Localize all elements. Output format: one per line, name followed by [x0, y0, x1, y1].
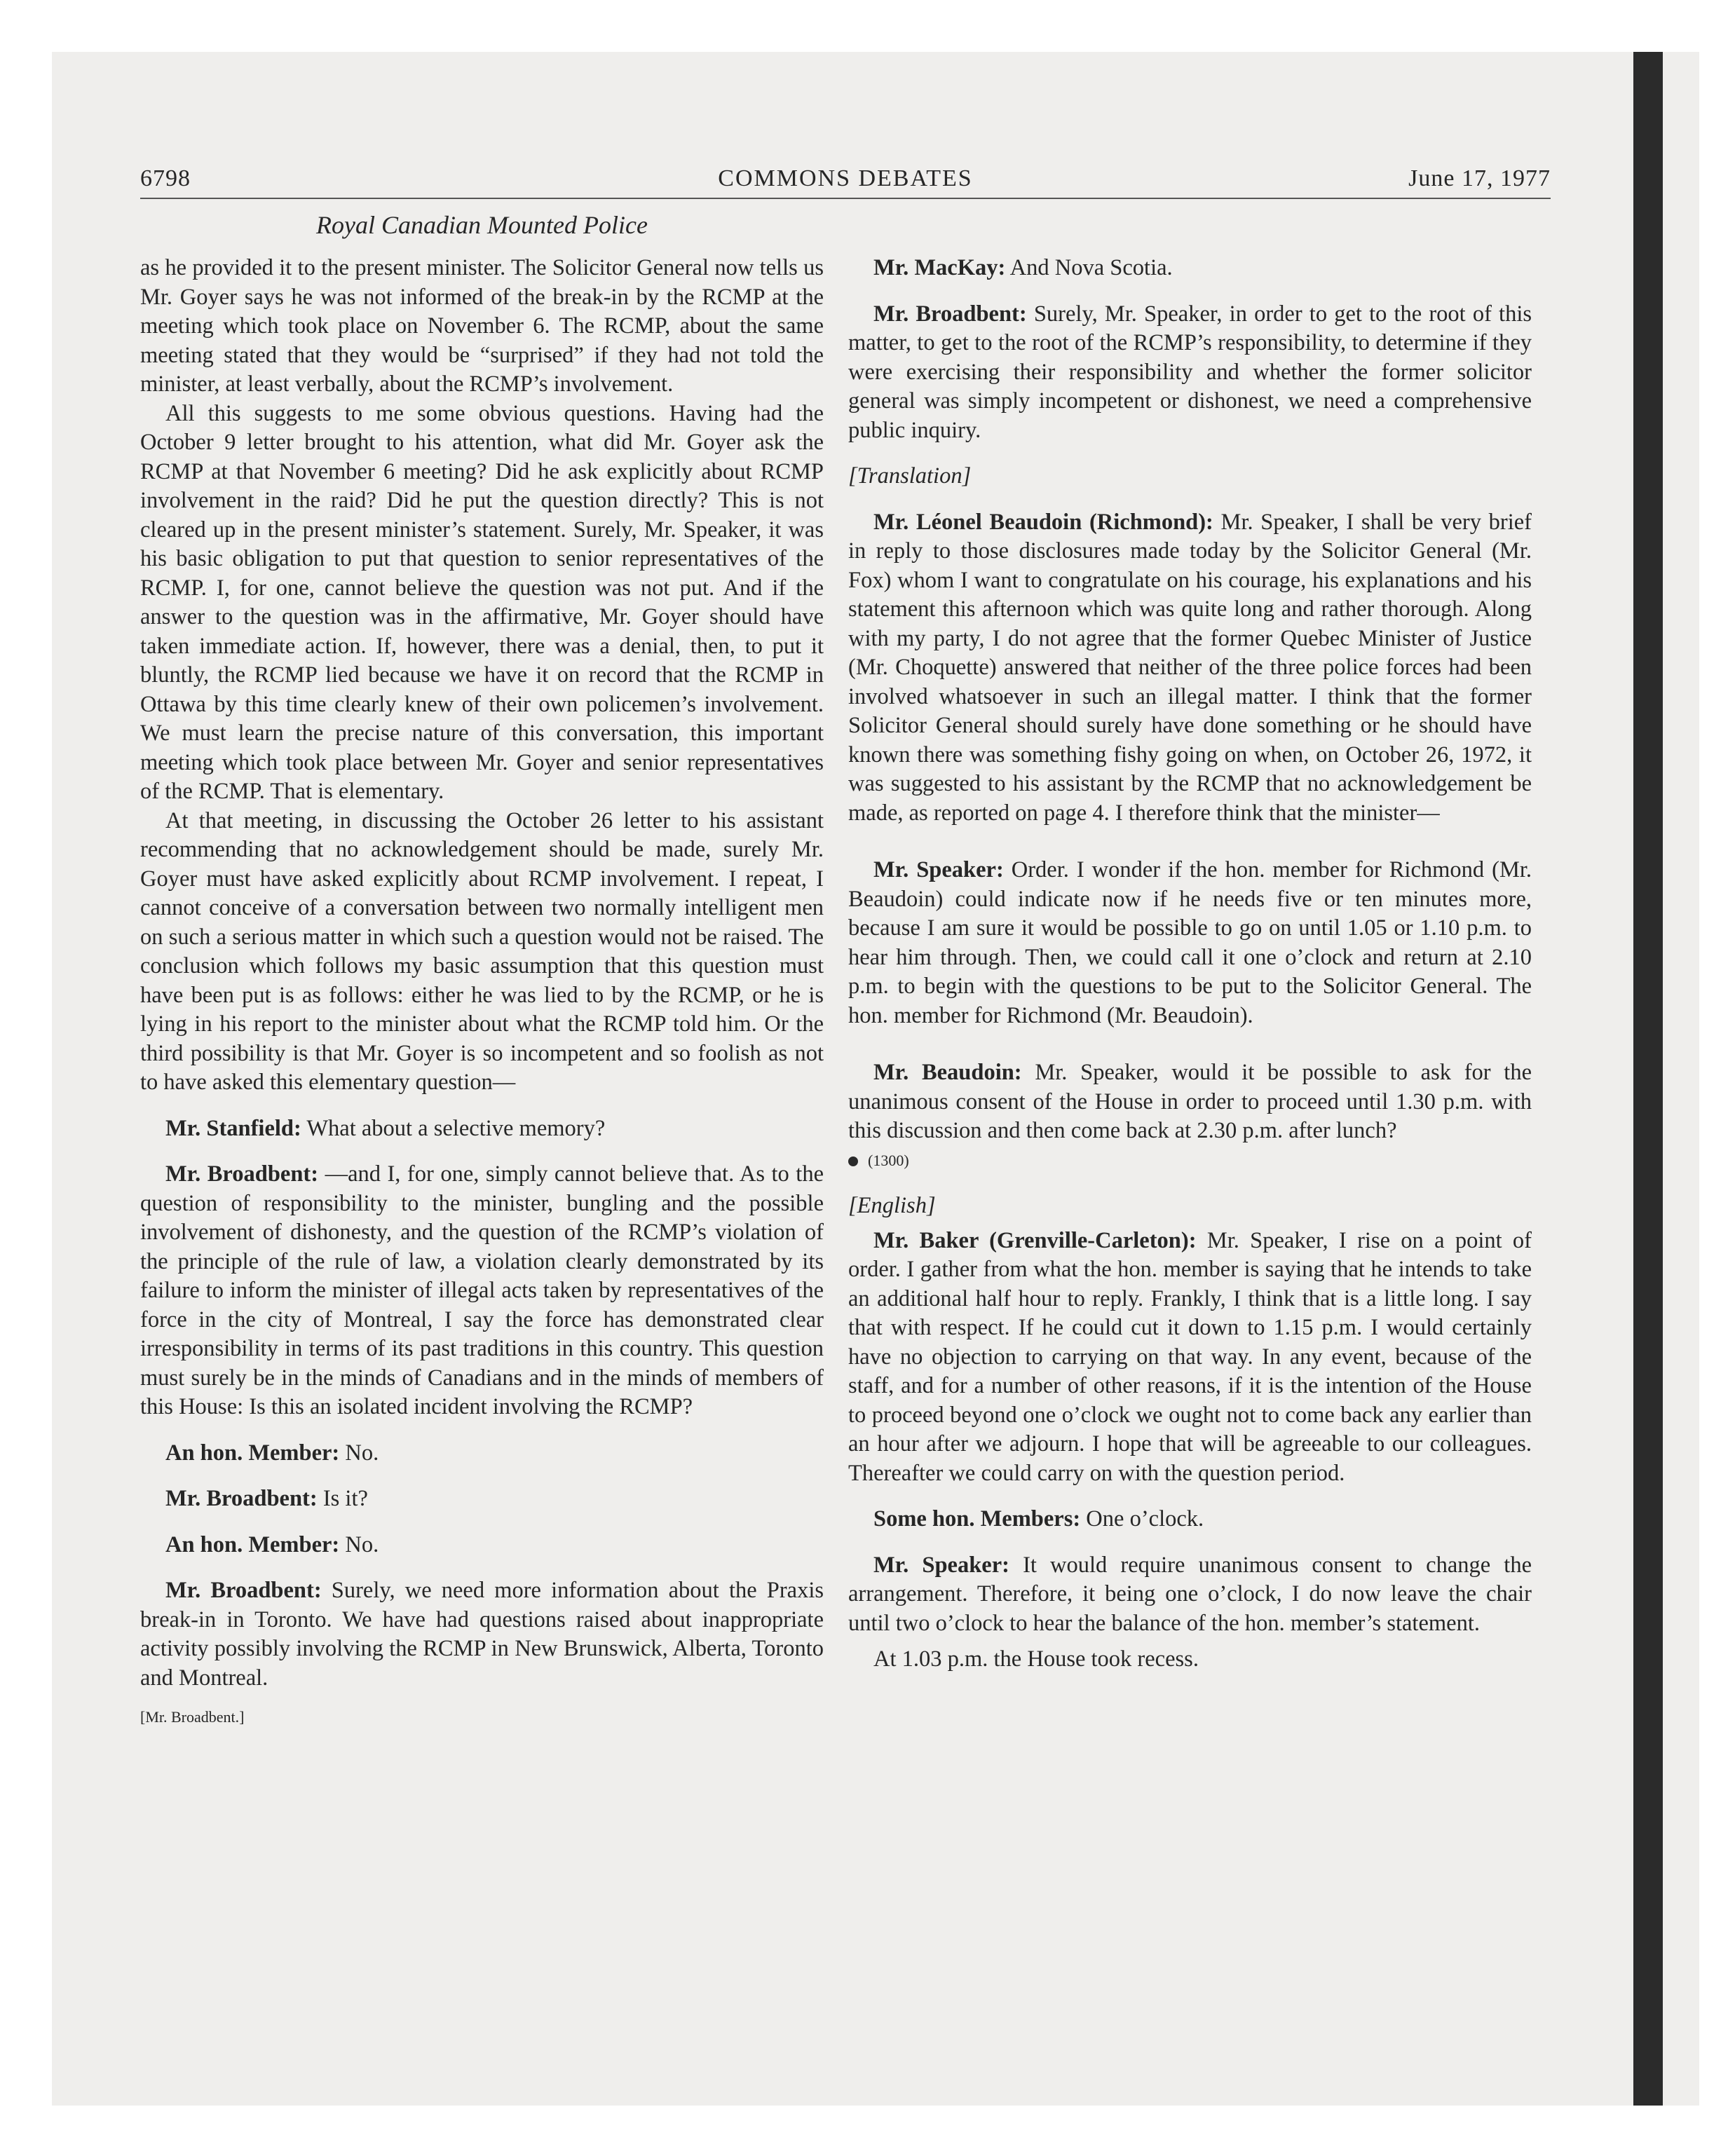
translation-label: [Translation] [848, 463, 972, 489]
speech [848, 508, 1532, 828]
speech-text: Mr. Speaker, I shall be very brief in reply to those disclosures made today by the Solicitor General (Mr. Fox) whom I want to congratulate on his courage, his explanations and his statement this afternoon which was quite long and rather thorough. Along with my party, I do not agree that the former Quebec Minister of Justice (Mr. Choquette) answered that neither of the three police forces had been involved whatsoever in such an illegal matter. I think that the former Solicitor General should surely have done something or he should have known there was something fishy going on when, on October 26, 1972, it was suggested to his assistant by the RCMP that no acknowledgement be made, as reported on page 4. I therefore think that the minister— [848, 509, 1532, 826]
recess-note: At 1.03 p.m. the House took recess. [873, 1646, 1199, 1672]
speaker-name: An hon. Member: [165, 1531, 340, 1557]
speaker-name: Mr. Broadbent: [873, 301, 1027, 327]
paragraph: as he provided it to the present minister. The Solicitor General now tells us Mr. Goyer says he was not informed of the break-in by the RCMP at the meeting which took place on November 6. The RCMP, about the same meeting stated that they would be “surprised” if they had not told the minister, at least verbally, about the RCMP’s involvement. [140, 255, 824, 397]
speech-text: What about a selective memory? [306, 1115, 606, 1141]
speech [140, 1576, 824, 1693]
speaker-name: Mr. Stanfield: [165, 1115, 301, 1141]
speech-text: No. [345, 1531, 379, 1557]
speaker-name: Some hon. Members: [873, 1506, 1081, 1531]
speaker-name: Mr. Beaudoin: [873, 1060, 1022, 1085]
speech [848, 300, 1532, 446]
speech-text: No. [345, 1440, 379, 1466]
speaker-name: Mr. Speaker: [873, 857, 1004, 882]
left-column [140, 254, 824, 1732]
speech [140, 1160, 824, 1422]
speaker-name: Mr. Speaker: [873, 1552, 1009, 1578]
paragraph: All this suggests to me some obvious questions. Having had the October 9 letter brought to his attention, what did Mr. Goyer ask the RCMP at that November 6 meeting? Did he ask explicitly about RCMP involvement in the raid? Did he put the question directly? This is not cleared up in the present minister’s statement. Surely, Mr. Speaker, it was his basic obligation to put that question to senior representatives of the RCMP. I, for one, cannot believe the question was not put. And if the answer to the question was in the affirmative, Mr. Goyer should have taken immediate action. If, however, there was a denial, then, to put it bluntly, the RCMP lied because we have it on record that the RCMP in Ottawa by this time clearly knew of their own policemen’s involvement. We must learn the precise nature of this conversation, this important meeting which took place between Mr. Goyer and senior representatives of the RCMP. That is elementary. [140, 400, 824, 804]
binding-edge [1633, 52, 1663, 2106]
speech [140, 1485, 824, 1514]
page-date: June 17, 1977 [1408, 165, 1551, 191]
time-marker-text: (1300) [868, 1151, 909, 1169]
speech-text: It would require unanimous consent to change the arrangement. Therefore, it being one o’clock, I do now leave the chair until two o’clock to hear the balance of the hon. member’s statement. [848, 1552, 1532, 1636]
journal-title: COMMONS DEBATES [718, 165, 973, 191]
speech [140, 1114, 824, 1144]
speech [848, 1227, 1532, 1489]
speech [848, 856, 1532, 1030]
speaker-name: Mr. Broadbent: [165, 1578, 322, 1603]
speech-text: Surely, Mr. Speaker, in order to get to the root of this matter, to get to the root of the RCMP’s responsibility, to determine if they were exercising their responsibility and whether the former solicitor general was simply incompetent or dishonest, we need a comprehensive public inquiry. [848, 301, 1532, 443]
speech-text: One o’clock. [1086, 1506, 1204, 1531]
speech [140, 1439, 824, 1468]
speech [848, 1551, 1532, 1639]
time-marker [848, 1146, 1532, 1175]
section-title: Royal Canadian Mounted Police [316, 211, 648, 239]
speaker-attribution: [Mr. Broadbent.] [140, 1708, 245, 1726]
speaker-name: Mr. MacKay: [873, 255, 1006, 280]
speaker-name: Mr. Baker (Grenville-Carleton): [873, 1227, 1197, 1253]
english-label: [English] [848, 1193, 936, 1218]
speech-text: Surely, we need more information about the Praxis break-in in Toronto. We have had questions raised about inappropriate activity possibly involving the RCMP in New Brunswick, Alberta, Toronto and Montreal. [140, 1578, 824, 1691]
speech [848, 1058, 1532, 1146]
running-header [140, 163, 1551, 199]
speech-text: Mr. Speaker, would it be possible to ask for the unanimous consent of the House in order to proceed until 1.30 p.m. with this discussion and then come back at 2.30 p.m. after lunch? [848, 1060, 1532, 1143]
bullet-icon [848, 1157, 858, 1166]
speech [140, 1531, 824, 1560]
paragraph: At that meeting, in discussing the October 26 letter to his assistant recommending that no acknowledgement should be made, surely Mr. Goyer must have asked explicitly about RCMP involvement. I repeat, I cannot conceive of a conversation between two normally intelligent men on such a serious matter in which such a question would not be raised. The conclusion which follows my basic assumption that this question must have been put is as follows: either he was lied to by the RCMP, or he is lying in his report to the minister about what the RCMP told him. Or the third possibility is that Mr. Goyer is so incompetent and so foolish as not to have asked this elementary question— [140, 807, 824, 1095]
page-number: 6798 [140, 165, 191, 191]
speech [848, 254, 1532, 283]
speaker-name: Mr. Broadbent: [165, 1161, 319, 1187]
speech [848, 1505, 1532, 1534]
speaker-name: An hon. Member: [165, 1440, 340, 1466]
speech-text: Order. I wonder if the hon. member for Richmond (Mr. Beaudoin) could indicate now if he needs five or ten minutes more, because I am sure it would be possible to go on until 1.05 or 1.10 p.m. to hear him through. Then, we could call it one o’clock and return at 2.10 p.m. to begin with the questions to be put to the Solicitor General. The hon. member for Richmond (Mr. Beaudoin). [848, 857, 1532, 1028]
speech-text: Mr. Speaker, I rise on a point of order. I gather from what the hon. member is saying that he intends to take an additional half hour to reply. Frankly, I think that is a little long. I say that with respect. If he could cut it down to 1.15 p.m. I would certainly have no objection to carrying on that way. In any event, because of the staff, and for a number of other reasons, if it is the intention of the House to proceed beyond one o’clock we ought not to come back any earlier than an hour after we adjourn. I hope that will be agreeable to our colleagues. Thereafter we could carry on with the question period. [848, 1227, 1532, 1486]
speaker-name: Mr. Broadbent: [165, 1486, 318, 1511]
right-column [848, 254, 1532, 1674]
speaker-name: Mr. Léonel Beaudoin (Richmond): [873, 509, 1213, 535]
speech-text: And Nova Scotia. [1009, 255, 1173, 280]
speech-text: —and I, for one, simply cannot believe that. As to the question of responsibility to the minister, bungling and the possible involvement of dishonesty, and the question of the RCMP’s violation of the principle of the rule of law, a violation clearly demonstrated by its failure to inform the minister of illegal acts taken by representatives of the force in the city of Montreal, I say the force has demonstrated clear irresponsibility in terms of its past traditions in this country. This question must surely be in the minds of Canadians and in the minds of members of this House: Is this an isolated incident involving the RCMP? [140, 1161, 824, 1419]
speech-text: Is it? [322, 1486, 368, 1511]
